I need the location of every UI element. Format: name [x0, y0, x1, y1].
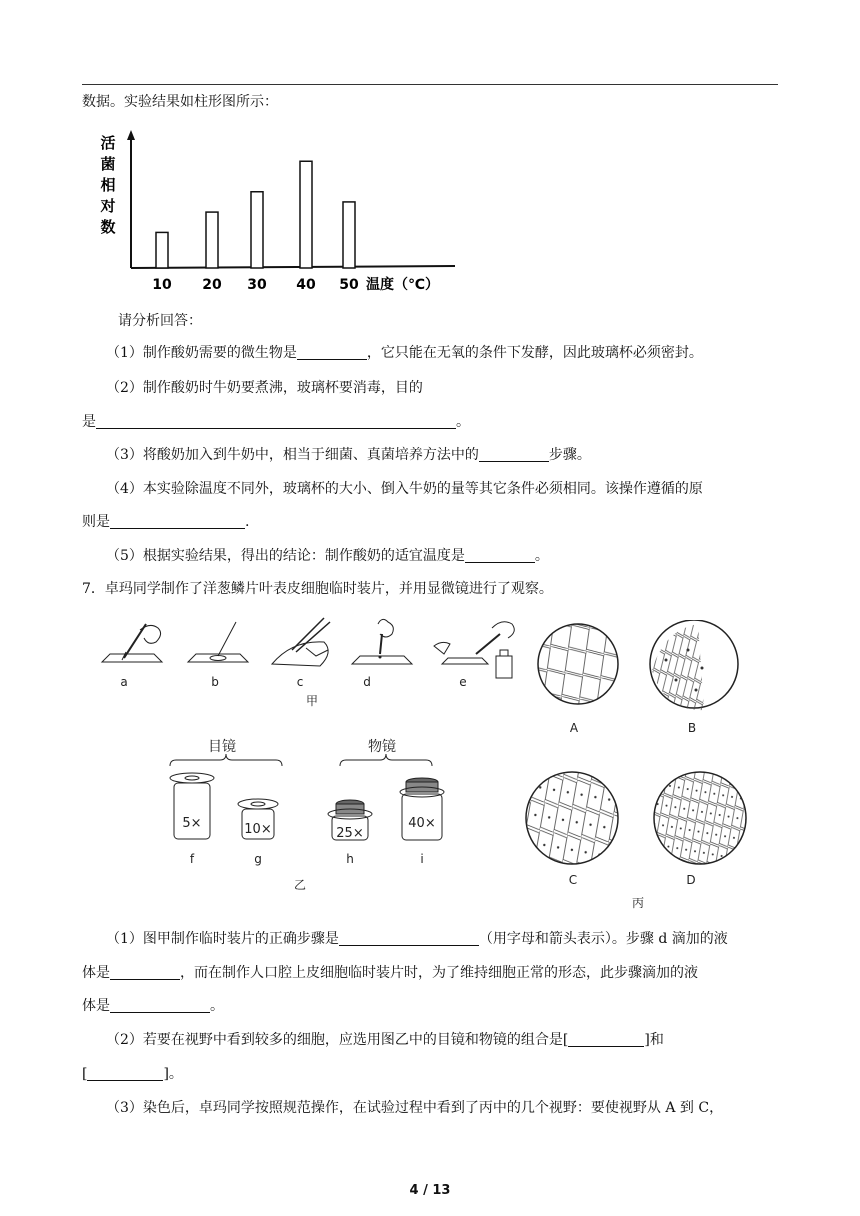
bar-50: [343, 202, 355, 268]
bar-10: [156, 232, 168, 268]
q7-part1-line3: 体是 。: [82, 998, 224, 1014]
intro-text: 数据。实验结果如柱形图所示：: [82, 94, 278, 110]
y-axis-label-char: 相: [100, 176, 116, 194]
lens-label-i: i: [420, 852, 424, 866]
step-label-a: a: [120, 675, 128, 689]
q7-part1-line1: （1）图甲制作临时装片的正确步骤是 （用字母和箭头表示）。步骤 d 滴加的液: [106, 931, 728, 947]
step-label-d: d: [363, 675, 371, 689]
q7-part2-line1: （2）若要在视野中看到较多的细胞，应选用图乙中的目镜和物镜的组合是[ ]和: [106, 1032, 664, 1048]
bar-chart: [100, 126, 460, 296]
view-label-a: A: [569, 721, 579, 735]
question-3: （3）将酸奶加入到牛奶中，相当于细菌、真菌培养方法中的 步骤。: [106, 447, 591, 463]
y-axis-label-char: 对: [100, 197, 116, 215]
q7-part3-line1: （3）染色后，卓玛同学按照规范操作，在试验过程中看到了丙中的几个视野：要使视野从 A 到 C，: [106, 1100, 724, 1116]
question-4-line1: （4）本实验除温度不同外，玻璃杯的大小、倒入牛奶的量等其它条件必须相同。该操作遵循的原: [106, 481, 703, 497]
q7-blank-objective[interactable]: [87, 1065, 163, 1081]
lens-label-g: g: [254, 852, 262, 866]
y-axis-label-char: 菌: [100, 155, 116, 173]
lens-label-h: h: [346, 852, 354, 866]
page-number: 4 / 13: [409, 1183, 451, 1198]
lens-label-f: f: [189, 852, 195, 866]
q7-blank-eyepiece[interactable]: [568, 1031, 644, 1047]
step-e-illustration: [434, 622, 514, 678]
view-label-d: D: [686, 873, 696, 887]
q7-part2-line2: [ ]。: [82, 1066, 183, 1082]
x-axis: [131, 266, 455, 268]
answer-blank-3[interactable]: [479, 446, 549, 462]
q7-blank-liquid-2[interactable]: [110, 997, 210, 1013]
view-label-b: B: [687, 721, 697, 735]
bar-40: [300, 161, 312, 268]
x-tick-label: 40: [296, 277, 316, 293]
q7-blank-liquid-1[interactable]: [110, 964, 180, 980]
answer-blank-5[interactable]: [465, 547, 535, 563]
answer-blank-1[interactable]: [297, 344, 367, 360]
question-4-line2: 则是 .: [82, 514, 250, 530]
microscope-views-bottom: [522, 770, 762, 870]
answer-blank-2[interactable]: [96, 413, 456, 429]
step-c-illustration: [272, 618, 330, 666]
x-tick-label: 50: [339, 277, 359, 293]
x-axis-label: 温度（℃）: [366, 277, 439, 293]
lens-h-mag: 25×: [336, 826, 364, 841]
bar-20: [206, 212, 218, 268]
y-axis-arrow: [127, 130, 135, 140]
eyepiece-label: 目镜: [208, 739, 236, 755]
step-label-c: c: [296, 675, 304, 689]
question-1: （1）制作酸奶需要的微生物是 ，它只能在无氧的条件下发酵，因此玻璃杯必须密封。: [106, 345, 703, 361]
question-5: （5）根据实验结果，得出的结论：制作酸奶的适宜温度是 。: [106, 548, 549, 564]
x-tick-label: 10: [152, 277, 172, 293]
q7-part1-line2: 体是 ，而在制作人口腔上皮细胞临时装片时，为了维持细胞正常的形态，此步骤滴加的液: [82, 965, 698, 981]
view-c-circle: [526, 772, 618, 864]
header-rule: [82, 84, 778, 85]
figure-jia-label: 甲: [305, 694, 318, 708]
view-label-c: C: [568, 873, 578, 887]
answer-blank-4[interactable]: [110, 513, 245, 529]
x-tick-label: 20: [202, 277, 222, 293]
question-2-line2: 是 。: [82, 414, 470, 430]
step-d-illustration: [352, 619, 412, 664]
figure-yi-label: 乙: [293, 878, 306, 892]
step-label-e: e: [459, 675, 467, 689]
microscope-views-top: [536, 620, 756, 720]
question-7-title: 7．卓玛同学制作了洋葱鳞片叶表皮细胞临时装片，并用显微镜进行了观察。: [82, 581, 553, 597]
prompt-text: 请分析回答：: [118, 313, 202, 329]
lens-i-mag: 40×: [408, 816, 436, 831]
view-d-circle: [654, 772, 746, 864]
y-axis-label-char: 数: [100, 218, 116, 236]
lens-g-mag: 10×: [244, 822, 272, 837]
step-label-b: b: [211, 675, 219, 689]
view-a-circle: [538, 624, 618, 704]
y-axis-label-char: 活: [100, 134, 116, 152]
x-tick-label: 30: [247, 277, 267, 293]
step-b-illustration: [188, 622, 248, 662]
bar-30: [251, 192, 263, 268]
question-2-line1: （2）制作酸奶时牛奶要煮沸，玻璃杯要消毒，目的: [106, 380, 423, 396]
q7-blank-steps[interactable]: [339, 930, 479, 946]
objective-label: 物镜: [368, 739, 396, 755]
step-a-illustration: [102, 624, 162, 662]
y-axis-label: [100, 134, 116, 236]
figure-bing-label: 丙: [631, 896, 644, 910]
lens-f-mag: 5×: [182, 816, 202, 831]
